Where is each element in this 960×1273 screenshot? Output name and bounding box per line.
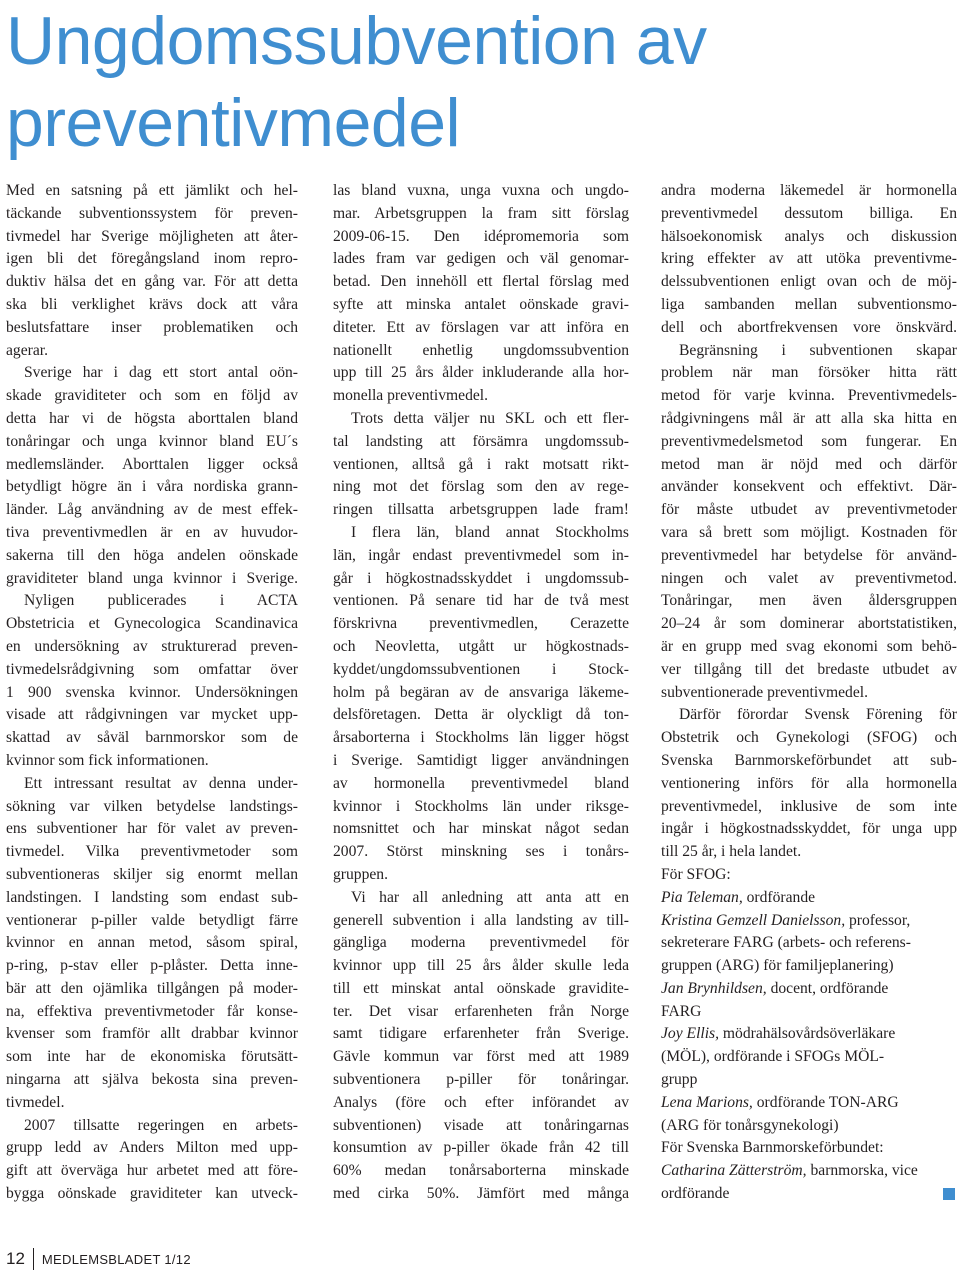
- signatory-role: sekreterare FARG (arbets- och referens-: [661, 934, 911, 952]
- text-line: dell och abortfrekvensen vore önskvärd.: [661, 318, 957, 336]
- text-line: syfte att minska antalet oönskade gravi-: [333, 295, 629, 313]
- text-line: kvinnor i Stockholms län under riksge-: [333, 797, 629, 815]
- text-line: 2007 tillsatte regeringen en arbets-: [24, 1116, 298, 1134]
- page-number: 12: [6, 1249, 25, 1268]
- text-line: tal landsting att försämra ungdomssub-: [333, 432, 629, 450]
- signatory-name: Joy Ellis,: [661, 1025, 720, 1043]
- text-line: Sverige har i dag ett stort antal oön-: [24, 364, 298, 382]
- signatory-name: Pia Teleman,: [661, 888, 743, 906]
- signature-line: [661, 1069, 957, 1092]
- text-line: problem när man försöker hitta rätt: [661, 364, 957, 382]
- signatory-role: ordförande: [661, 1185, 730, 1203]
- text-line: lades fram var gedigen och väl genomar-: [333, 250, 629, 268]
- signature-line: [661, 887, 957, 910]
- signature-line: [661, 1115, 957, 1138]
- text-line: nomsnittet och har minskat något sedan: [333, 820, 629, 838]
- text-line: subventionerade preventivmedel.: [661, 683, 868, 701]
- text-line: kvenser som framför allt drabbar kvinnor: [6, 1025, 298, 1043]
- text-line: Analys (före och efter införandet av: [333, 1093, 629, 1111]
- text-line: tonåringar och unga kvinnor bland EU´s: [6, 432, 298, 450]
- article-title: [6, 0, 946, 164]
- signatory-role: (ARG för tonårsgynekologi): [661, 1116, 839, 1134]
- text-line: 1 900 svenska kvinnor. Undersökningen: [6, 683, 298, 701]
- signature-line: [661, 910, 957, 933]
- text-line: är en grupp med svag ekonomi som behö-: [661, 637, 957, 655]
- text-line: ventionen. På senare tid har de två mest: [333, 592, 629, 610]
- text-line: nationellt enhetlig ungdomssubvention: [333, 341, 629, 359]
- signature-line: [661, 1023, 957, 1046]
- text-line: igen bli det föregångsland inom repro-: [6, 250, 298, 268]
- text-line: Gävle kommun var först med att 1989: [333, 1048, 629, 1066]
- text-line: sökning var vilken betydelse landstings-: [6, 797, 298, 815]
- text-line: upp till 25 års ålder inkluderande alla hor-: [333, 364, 629, 382]
- text-line: Obstetrik och Gynekologi (SFOG) och: [661, 729, 957, 747]
- text-line: ningarna att själva bekosta sina preven-: [6, 1071, 298, 1089]
- text-line: kyddet/ungdomssubventionen i Stock-: [333, 660, 629, 678]
- text-line: Trots detta väljer nu SKL och ett fler-: [351, 409, 629, 427]
- text-line: las bland vuxna, unga vuxna och ungdo-: [333, 182, 629, 199]
- text-line: Med en satsning på ett jämlikt och hel-: [6, 182, 298, 199]
- text-line: agerar.: [6, 341, 48, 359]
- text-line: gruppen.: [333, 865, 388, 883]
- text-line: 20–24 år som dominerar abortstatistiken,: [661, 615, 957, 633]
- text-line: monella preventivmedel.: [333, 387, 489, 405]
- page-footer: [6, 1248, 191, 1270]
- text-line: ventionering införs för alla hormonella: [661, 774, 957, 792]
- text-line: Obstetricia et Gynecologica Scandinavica: [6, 615, 298, 633]
- text-line: Därför förordar Svensk Förening för: [679, 706, 957, 724]
- text-line: mar. Arbetsgruppen la fram sitt förslag: [333, 204, 629, 222]
- text-line: I flera län, bland annat Stockholms: [351, 523, 629, 541]
- article-title-line: Ungdomssubvention av: [6, 3, 707, 79]
- text-line: till ett minskat antal oönskade gravidite-: [333, 979, 629, 997]
- text-line: skattad av såväl barnmorskor som de: [6, 729, 298, 747]
- text-line: förskrivna preventivmedlen, Cerazette: [333, 615, 629, 633]
- text-line: generell subvention i alla landsting av till-: [333, 911, 629, 929]
- text-line: kring effekter av att utöka preventivme-: [661, 250, 957, 268]
- text-line: och Neovletta, utgått ur högkostnads-: [333, 637, 629, 655]
- text-line: hälsoekonomisk analys och diskussion: [661, 227, 957, 245]
- signature-line: [661, 1183, 957, 1206]
- article-column-3: [661, 180, 957, 1206]
- text-line: diteter. Ett av förslagen var att införa en: [333, 318, 629, 336]
- signatory-role: professor,: [845, 911, 911, 929]
- signatory-role: grupp: [661, 1071, 698, 1089]
- footer-divider: [33, 1248, 34, 1270]
- text-line: bygga oönskade graviditeter kan utveck-: [6, 1185, 298, 1203]
- text-line: 60% medan tonårsaborterna minskade: [333, 1162, 629, 1180]
- signatory-role: mödrahälsovårdsöverläkare: [719, 1025, 896, 1043]
- signatory-role: ordförande TON-ARG: [752, 1093, 899, 1111]
- text-line: delsföretagen. Detta är olyckligt då ton-: [333, 706, 629, 724]
- text-line: sakerna till den höga andelen oönskade: [6, 546, 298, 564]
- text-line: subventionera p-piller för tonåringar.: [333, 1071, 629, 1089]
- text-line: går i högkostnadsskyddet i ungdomssub-: [333, 569, 629, 587]
- end-of-article-mark: [943, 1188, 955, 1200]
- article-title-line: preventivmedel: [6, 85, 461, 161]
- text-line: länder. Låg användning av de mest effek-: [6, 501, 298, 519]
- text-line: skade graviditeter och som en följd av: [6, 387, 298, 405]
- text-line: ning mot det förslag som den av rege-: [333, 478, 629, 496]
- text-line: Svenska Barnmorskeförbundet att sub-: [661, 751, 957, 769]
- signature-line: [661, 1137, 957, 1160]
- text-line: duktiv hälsa det en gång var. För att detta: [6, 273, 298, 291]
- signatory-name: Lena Marions,: [661, 1093, 753, 1111]
- text-line: andra moderna läkemedel är hormonella: [661, 182, 957, 199]
- text-line: holm på begäran av de ansvariga läkeme-: [333, 683, 629, 701]
- text-line: av hormonella preventivmedel bland: [333, 774, 629, 792]
- text-line: medlemsländer. Aborttalen ligger också: [6, 455, 298, 473]
- text-line: betydligt högre än i våra nordiska grann-: [6, 478, 298, 496]
- text-line: subventionen) visade att tonåringarnas: [333, 1116, 629, 1134]
- text-line: län, ingår endast preventivmedel som in-: [333, 546, 629, 564]
- text-line: preventivmedel har betydelse för använd-: [661, 546, 957, 564]
- signatory-role: barnmorska, vice: [806, 1162, 918, 1180]
- text-line: gängliga moderna preventivmedel för: [333, 934, 629, 952]
- text-line: som inte har de ekonomiska förutsätt-: [6, 1048, 298, 1066]
- text-line: för måste utbudet av preventivmetoder: [661, 501, 957, 519]
- text-line: till 25 år, i hela landet.: [661, 843, 802, 861]
- text-line: ska bli verklighet krävs dock att våra: [6, 295, 298, 313]
- text-line: ingår i högkostnadsskyddet, för unga upp: [661, 820, 957, 838]
- signature-line: [661, 1092, 957, 1115]
- magazine-name: MEDLEMSBLADET 1/12: [41, 1251, 191, 1267]
- text-line: en undersökning av strukturerad preven-: [6, 637, 298, 655]
- text-line: tiva preventivmedlen är en av huvudor-: [6, 523, 298, 541]
- signature-line: [661, 932, 957, 955]
- text-line: preventivmedel dessutom billiga. En: [661, 204, 957, 222]
- signatory-name: Kristina Gemzell Danielsson,: [661, 911, 846, 929]
- text-line: tivmedel. Vilka preventivmetoder som: [6, 843, 298, 861]
- text-line: na, effektiva preventivmetoder får konse-: [6, 1002, 298, 1020]
- text-line: landstingen. I landsting som endast sub-: [6, 888, 298, 906]
- text-line: kvinnor upp till 25 års ålder skulle leda: [333, 957, 629, 975]
- signatory-role: För SFOG:: [661, 865, 731, 883]
- text-line: Ett intressant resultat av denna under-: [24, 774, 298, 792]
- signatory-role: (MÖL), ordförande i SFOGs MÖL-: [661, 1048, 885, 1066]
- text-line: konsumtion av p-piller ökade från 42 till: [333, 1139, 629, 1157]
- text-line: metod för varje kvinna. Preventivmedels-: [661, 387, 957, 405]
- text-line: kvinnor som fick informationen.: [6, 751, 209, 769]
- text-line: ningen och valet av preventivmetod.: [661, 569, 957, 587]
- article-column-1: [6, 180, 298, 1206]
- text-line: Tonåringar, men även åldersgruppen: [661, 592, 957, 610]
- text-line: ter. Det visar erfarenheten från Norge: [333, 1002, 629, 1020]
- text-line: visade att rådgivningen var mycket upp-: [6, 706, 298, 724]
- signatory-role: För Svenska Barnmorskeförbundet:: [661, 1139, 884, 1157]
- text-line: tivmedelsrådgivning som omfattar över: [6, 660, 298, 678]
- text-line: kvinnor en annan metod, såsom spiral,: [6, 934, 298, 952]
- text-line: ventionerar p-piller valde betydligt färre: [6, 911, 298, 929]
- text-line: beslutsfattare inser problematiken och: [6, 318, 298, 336]
- text-line: gift att överväga hur arbetet med att före-: [6, 1162, 298, 1180]
- text-line: bär att den ojämlika tillgången på moder-: [6, 979, 298, 997]
- text-line: vara så brett som möjligt. Kostnaden för: [661, 523, 957, 541]
- signature-line: [661, 864, 957, 887]
- text-line: Begränsning i subventionen skapar: [679, 341, 957, 359]
- text-line: liga sambanden mellan subventionsmo-: [661, 295, 957, 313]
- text-line: p-ring, p-stav eller p-plåster. Detta inne-: [6, 957, 298, 975]
- text-line: med cirka 50%. Jämfört med många: [333, 1185, 629, 1203]
- text-line: 2009-06-15. Den idépromemoria som: [333, 227, 629, 245]
- text-line: preventivmedel, inklusive de som inte: [661, 797, 957, 815]
- text-line: Vi har all anledning att anta att en: [351, 888, 629, 906]
- signature-line: [661, 978, 957, 1001]
- text-line: metod man är nöjd med och därför: [661, 455, 957, 473]
- signatory-name: Jan Brynhildsen,: [661, 979, 767, 997]
- text-line: delssubventionen enligt ovan och de möj-: [661, 273, 957, 291]
- signatory-name: Catharina Zätterström,: [661, 1162, 807, 1180]
- text-line: tivmedel.: [6, 1093, 65, 1111]
- article-column-2: [333, 180, 629, 1206]
- text-line: ringen tillsatta arbetsgruppen lade fram!: [333, 501, 629, 519]
- text-line: använder konsekvent och effektivt. Där-: [661, 478, 957, 496]
- signature-line: [661, 1046, 957, 1069]
- text-line: årsaborterna i Stockholms län ligger högst: [333, 729, 629, 747]
- text-line: tivmedel har Sverige möjligheten att åter-: [6, 227, 298, 245]
- signatory-role: ordförande: [742, 888, 816, 906]
- text-line: täckande subventionssystem för preven-: [6, 204, 298, 222]
- text-line: grupp ledd av Anders Milton med upp-: [6, 1139, 298, 1157]
- signatory-role: gruppen (ARG) för familjeplanering): [661, 957, 894, 975]
- text-line: ventionen, alltså gå i rakt motsatt rikt-: [333, 455, 629, 473]
- signature-line: [661, 955, 957, 978]
- signatory-role: docent, ordförande: [766, 979, 889, 997]
- text-line: detta har vi de högsta aborttalen bland: [6, 409, 298, 427]
- text-line: 2007. Störst minskning ses i tonårs-: [333, 843, 629, 861]
- signature-line: [661, 1160, 957, 1183]
- text-line: ver tillgång till det bredaste utbudet av: [661, 660, 957, 678]
- text-line: subventioneras skiljer sig enormt mellan: [6, 865, 298, 883]
- text-line: i Sverige. Samtidigt ligger användningen: [333, 751, 629, 769]
- signature-line: [661, 1001, 957, 1024]
- signatory-role: FARG: [661, 1002, 702, 1020]
- text-line: graviditeter bland unga kvinnor i Sverige.: [6, 569, 298, 587]
- text-line: ens subventioner har för valet av preven-: [6, 820, 298, 838]
- text-line: preventivmedelsmetod som fungerar. En: [661, 432, 957, 450]
- text-line: Nyligen publicerades i ACTA: [24, 592, 298, 610]
- text-line: betad. Den innehöll ett flertal förslag med: [333, 273, 629, 291]
- text-line: rådgivningens mål är att alla ska hitta en: [661, 409, 957, 427]
- text-line: samt tidigare erfarenheter från Sverige.: [333, 1025, 629, 1043]
